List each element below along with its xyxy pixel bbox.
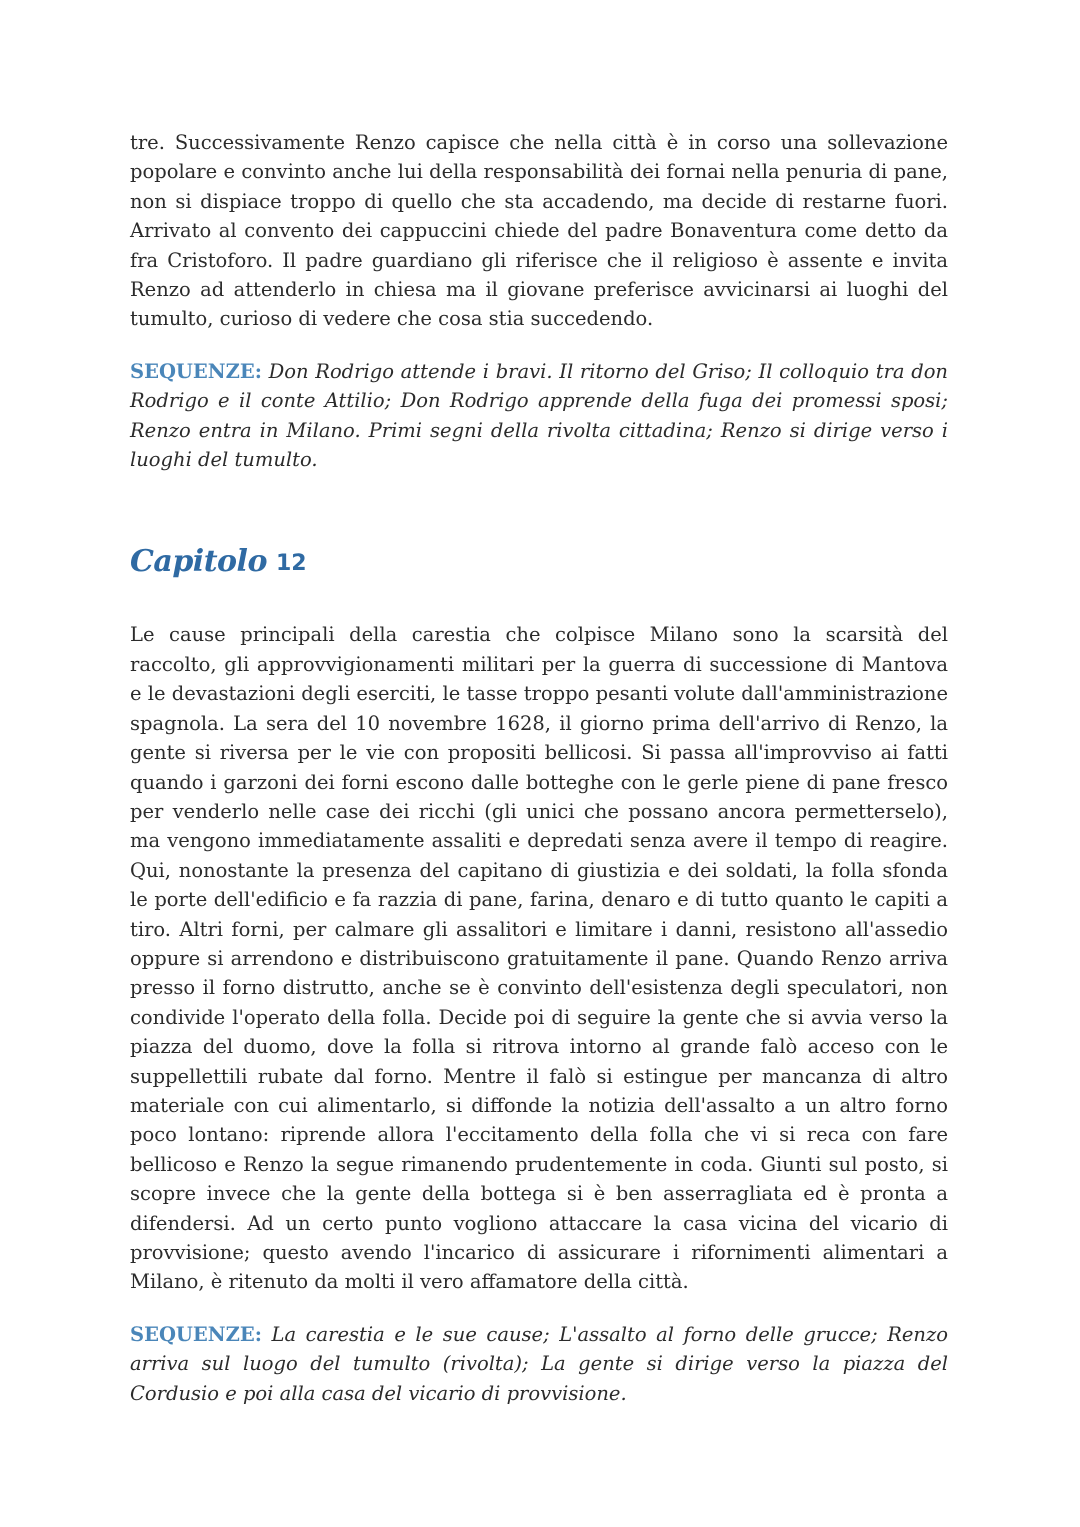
chapter-12-sequences <box>130 1320 948 1408</box>
sequences-label: SEQUENZE: <box>130 1322 262 1346</box>
chapter-heading-number: 12 <box>275 550 307 576</box>
chapter-11-summary-continued: tre. Successivamente Renzo capisce che nella città è in corso una sollevazione popolare e convinto anche lui della responsabilità dei fornai nella penuria di pane, non si dispiace troppo di quello che sta accadendo, ma decide di restarne fuori. Arrivato al convento dei cappuccini chiede del padre Bonaventura come detto da fra Cristoforo. Il padre guardiano gli riferisce che il religioso è assente e invita Renzo ad attenderlo in chiesa ma il giovane preferisce avvicinarsi ai luoghi del tumulto, curioso di vedere che cosa stia succedendo. <box>130 131 948 331</box>
chapter-12-summary: Le cause principali della carestia che colpisce Milano sono la scarsità del raccolto, gli approvvigionamenti militari per la guerra di successione di Mantova e le devastazioni degli eserciti, le tasse troppo pesanti volute dall'amministrazione spagnola. La sera del 10 novembre 1628, il giorno prima dell'arrivo di Renzo, la gente si riversa per le vie con propositi bellicosi. Si passa all'improvviso ai fatti quando i garzoni dei forni escono dalle botteghe con le gerle piene di pane fresco per venderlo nelle case dei ricchi (gli unici che possano ancora permetterselo), ma vengono immediatamente assaliti e depredati senza avere il tempo di reagire. Qui, nonostante la presenza del capitano di giustizia e dei soldati, la folla sfonda le porte dell'edificio e fa razzia di pane, farina, denaro e di tutto quanto le capiti a tiro. Altri forni, per calmare gli assalitori e limitare i danni, resistono all'assedio oppure si arrendono e distribuiscono gratuitamente il pane. Quando Renzo arriva presso il forno distrutto, anche se è convinto dell'esistenza degli speculatori, non condivide l'operato della folla. Decide poi di seguire la gente che si avvia verso la piazza del duomo, dove la folla si ritrova intorno al grande falò acceso con le suppellettili rubate dal forno. Mentre il falò si estingue per mancanza di altro materiale con cui alimentarlo, si diffonde la notizia dell'assalto a un altro forno poco lontano: riprende allora l'eccitamento della folla che vi si reca con fare bellicoso e Renzo la segue rimanendo prudentemente in coda. Giunti sul posto, si scopre invece che la gente della bottega si è ben asserragliata ed è pronta a difendersi. Ad un certo punto vogliono attaccare la casa vicina del vicario di provvisione; questo avendo l'incarico di assicurare i rifornimenti alimentari a Milano, è ritenuto da molti il vero affamatore della città. <box>130 623 948 1294</box>
chapter-11-sequences <box>130 357 948 475</box>
chapter-heading <box>130 538 948 584</box>
chapter-heading-word: Capitolo <box>130 543 267 579</box>
sequences-text: Don Rodrigo attende i bravi. Il ritorno del Griso; Il colloquio tra don Rodrigo e il conte Attilio; Don Rodrigo apprende della fuga dei promessi sposi; Renzo entra in Milano. Primi segni della rivolta cittadina; Renzo si dirige verso i luoghi del tumulto. <box>130 359 948 472</box>
sequences-text: La carestia e le sue cause; L'assalto al forno delle grucce; Renzo arriva sul luogo del tumulto (rivolta); La gente si dirige verso la piazza del Cordusio e poi alla casa del vicario di provvisione. <box>130 1322 949 1405</box>
sequences-label: SEQUENZE: <box>130 359 262 383</box>
document-page <box>130 128 948 1408</box>
